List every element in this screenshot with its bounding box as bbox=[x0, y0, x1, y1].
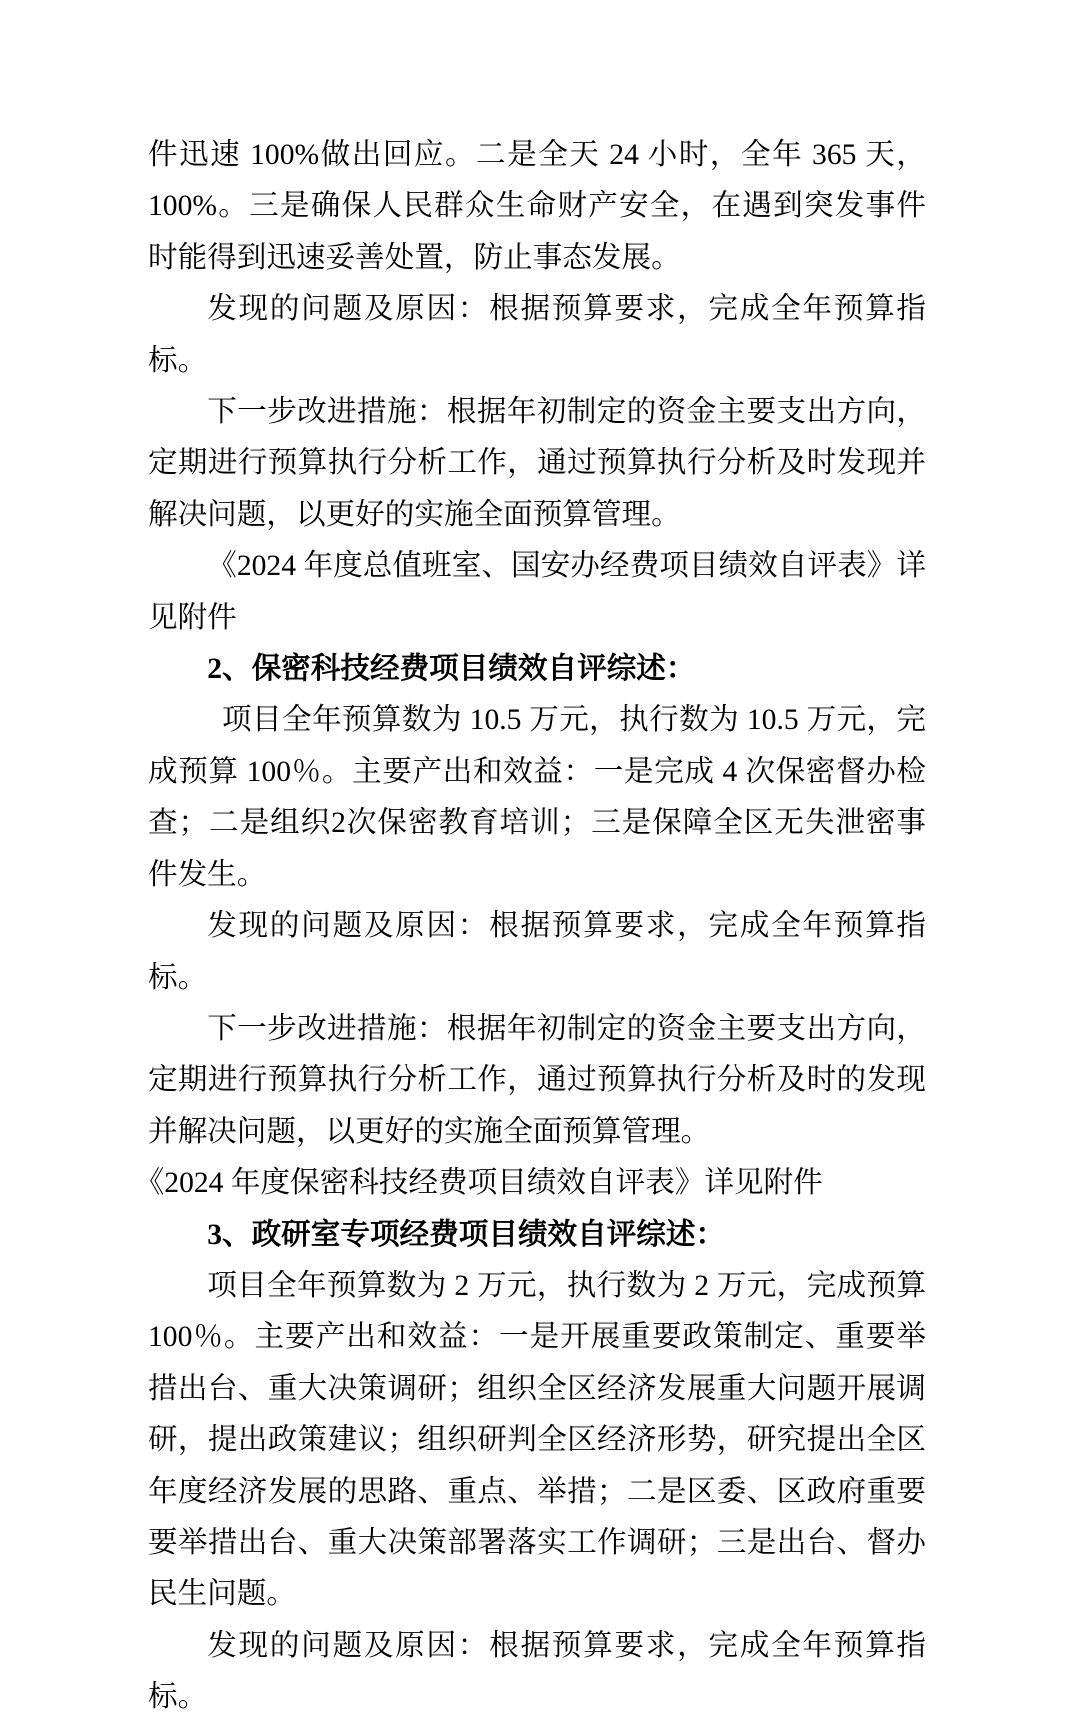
paragraph-continuation-emergency-response: 件迅速 100%做出回应。二是全天 24 小时，全年 365 天，100%。三是确保人民群众生命财产安全，在遇到突发事件时能得到迅速妥善处置，防止事态发展。 bbox=[148, 139, 926, 274]
section-heading-3-policy-research-funds: 3、政研室专项经费项目绩效自评综述： bbox=[207, 1218, 726, 1251]
paragraph-problems-and-causes-3: 发现的问题及原因：根据预算要求，完成全年预算指标。 bbox=[148, 1629, 926, 1714]
paragraph-budget-summary-secrecy-tech: 项目全年预算数为 10.5 万元，执行数为 10.5 万元，完成预算 100％。主要产出和效益：一是完成 4 次保密督办检查；二是组织2次保密教育培训；三是保障全区无失泄密事件发生。 bbox=[148, 704, 926, 891]
paragraph-budget-summary-policy-research: 项目全年预算数为 2 万元，执行数为 2 万元，完成预算 100％。主要产出和效益：一是开展重要政策制定、重要举措出台、重大决策调研；组织全区经济发展重大问题开展调研，提出政策建议；组织研判全区经济形势，研究提出全区年度经济发展的思路、重点、举措；二是区委、区政府重要要举措出台、重大决策部署落实工作调研；三是出台、督办民生问题。 bbox=[148, 1269, 926, 1611]
paragraph-improvement-measures-1: 下一步改进措施：根据年初制定的资金主要支出方向，定期进行预算执行分析工作，通过预算执行分析及时发现并解决问题，以更好的实施全面预算管理。 bbox=[148, 396, 926, 531]
paragraph-attachment-reference-1: 《2024 年度总值班室、国安办经费项目绩效自评表》详见附件 bbox=[148, 550, 926, 634]
paragraph-improvement-measures-2: 下一步改进措施：根据年初制定的资金主要支出方向，定期进行预算执行分析工作，通过预算执行分析及时的发现并解决问题，以更好的实施全面预算管理。 bbox=[148, 1012, 926, 1148]
document-page bbox=[134, 130, 926, 1724]
section-heading-2-secrecy-tech-funds: 2、保密科技经费项目绩效自评综述： bbox=[207, 653, 696, 686]
paragraph-problems-and-causes-2: 发现的问题及原因：根据预算要求，完成全年预算指标。 bbox=[148, 910, 926, 994]
paragraph-attachment-reference-2: 《2024 年度保密科技经费项目绩效自评表》详见附件 bbox=[134, 1167, 823, 1200]
paragraph-problems-and-causes-1: 发现的问题及原因：根据预算要求，完成全年预算指标。 bbox=[148, 293, 926, 377]
